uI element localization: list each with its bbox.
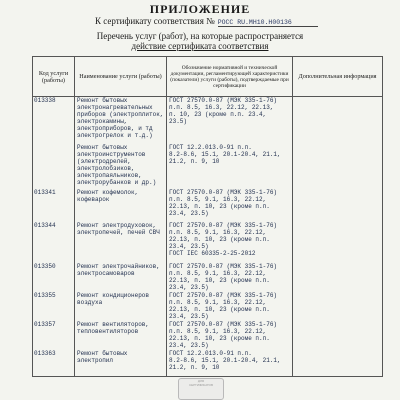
row-documents: ГОСТ 27570.0-87 (МЭК 335-1-76) п.п. 8.5, 9.1, 16.3, 22.12, 22.13, п. 10, 23 (кроме п.п. 23.4, 23.5): [167, 263, 293, 292]
row-info: [293, 97, 383, 144]
row-service-name: Ремонт бытовых электроинструментов (электродрелей, электролобзиков, электропаяльников, электрорубанков и др.): [75, 144, 167, 189]
intro-line-2: действие сертификата соответствия: [131, 41, 269, 51]
row-service-name: Ремонт электрочайников, электросамоваров: [75, 263, 167, 292]
table-row: [33, 321, 383, 350]
table-row: [33, 97, 383, 144]
intro-line-1: Перечень услуг (работ), на которые распространяется: [96, 31, 304, 41]
row-documents: ГОСТ 27570.0-87 (МЭК 335-1-76) п.п. 8.5, 9.1, 16.3, 22.12, 22.13, п. 10, 23 (кроме п.п. 23.4, 23.5): [167, 189, 293, 222]
table-row: [33, 350, 383, 377]
table-row: [33, 144, 383, 189]
row-code: 013344: [33, 222, 75, 263]
table-row: [33, 189, 383, 222]
row-service-name: Ремонт кондиционеров воздуха: [75, 292, 167, 321]
row-info: [293, 321, 383, 350]
registration-stamp: [178, 378, 224, 400]
row-code: 013355: [33, 292, 75, 321]
row-info: [293, 263, 383, 292]
stamp-line-1: ДЛЯ: [197, 379, 205, 383]
row-documents: ГОСТ 12.2.013.0-91 п.п. 8.2-8.6, 15.1, 20.1-20.4, 21.1, 21.2, п. 9, 10: [167, 144, 293, 189]
row-code: 013363: [33, 350, 75, 377]
row-info: [293, 144, 383, 189]
row-code: 013341: [33, 189, 75, 222]
header-info: Дополнительная информация: [293, 57, 383, 97]
row-code: 013338: [33, 97, 75, 144]
row-service-name: Ремонт бытовых электропил: [75, 350, 167, 377]
header-name: Наименование услуги (работы): [75, 57, 167, 97]
row-documents: ГОСТ 12.2.013.0-91 п.п. 8.2-8.6, 15.1, 20.1-20.4, 21.1, 21.2, п. 9, 10: [167, 350, 293, 377]
row-service-name: Ремонт электродуховок, электропечей, печей СВЧ: [75, 222, 167, 263]
row-documents: ГОСТ 27570.0-87 (МЭК 335-1-76) п.п. 8.5, 9.1, 16.3, 22.12, 22.13, п. 10, 23 (кроме п.п. 23.4, 23.5): [167, 321, 293, 350]
table-row: [33, 222, 383, 263]
row-info: [293, 292, 383, 321]
row-info: [293, 350, 383, 377]
table-row: [33, 292, 383, 321]
row-code: 013357: [33, 321, 75, 350]
row-documents: ГОСТ 27570.0-87 (МЭК 335-1-76) п.п. 8.5, 9.1, 16.3, 22.12, 22.13, п. 10, 23 (кроме п.п. 23.4, 23.5) ГОСТ IEC 60335-2-25-2012: [167, 222, 293, 263]
row-code: [33, 144, 75, 189]
row-service-name: Ремонт вентиляторов, тепловентиляторов: [75, 321, 167, 350]
intro-text: [40, 31, 360, 51]
certificate-prefix: К сертификату соответствия №: [95, 16, 215, 26]
row-service-name: Ремонт бытовых электронагревательных приборов (электроплиток, электрокамины, электроприборов, и тд электрогрелок и т.д.): [75, 97, 167, 144]
certificate-reference: [95, 16, 318, 27]
stamp-line-2: СЕРТИФИКАТОВ: [188, 383, 213, 387]
row-documents: ГОСТ 27570.0-87 (МЭК 335-1-76) п.п. 8.5, 9.1, 16.3, 22.12, 22.13, п. 10, 23 (кроме п.п. 23.4, 23.5): [167, 292, 293, 321]
header-code: Код услуги (работы): [33, 57, 75, 97]
certificate-number: РОСС RU.МН10.Н00136: [218, 19, 318, 27]
header-docs: Обозначение нормативной и технической документации, регламентирующей характеристики (показатели) услуги (работы), подтверждаемые при сертификации: [167, 57, 293, 97]
appendix-heading: ПРИЛОЖЕНИЕ: [149, 2, 251, 16]
row-service-name: Ремонт кофемолок, кофеварок: [75, 189, 167, 222]
row-info: [293, 189, 383, 222]
row-info: [293, 222, 383, 263]
table-header-row: [33, 57, 383, 97]
services-table: [32, 56, 383, 377]
table-row: [33, 263, 383, 292]
row-documents: ГОСТ 27570.0-87 (МЭК 335-1-76) п.п. 8.5, 16.3, 22.12, 22.13, п. 10, 23 (кроме п.п. 23.4, 23.5): [167, 97, 293, 144]
row-code: 013350: [33, 263, 75, 292]
